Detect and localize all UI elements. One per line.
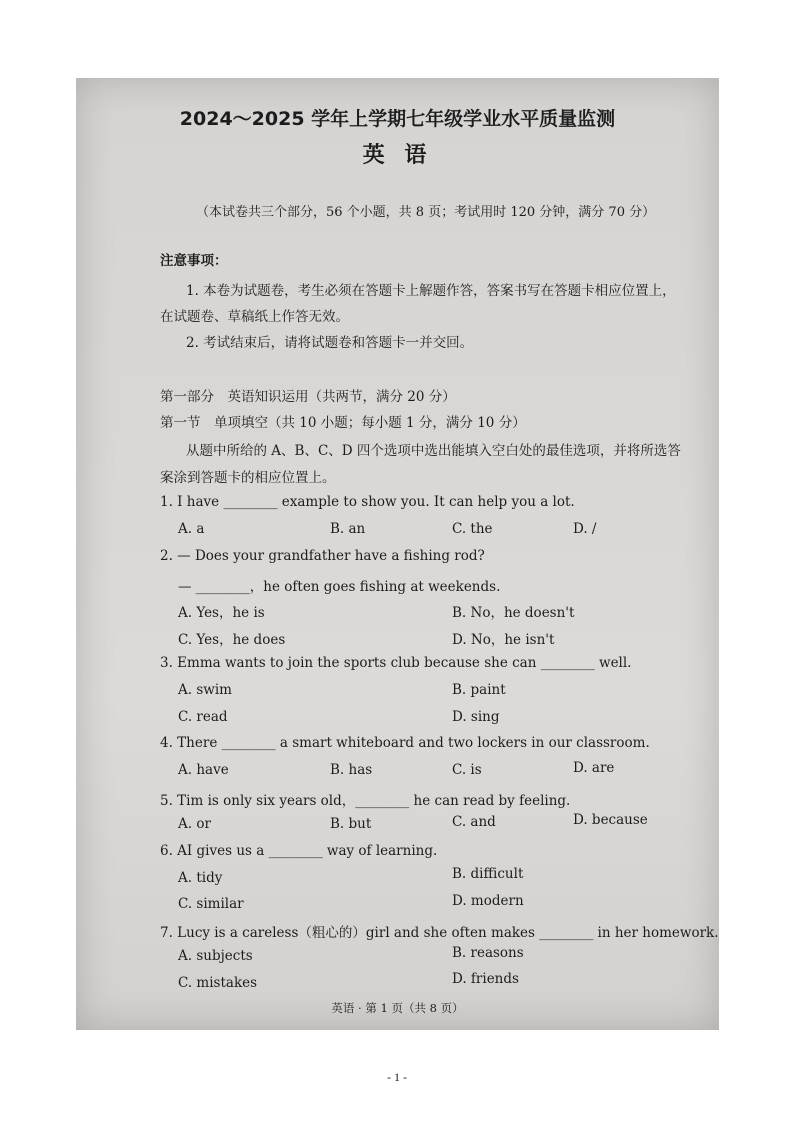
- question-stem: 2. — Does your grandfather have a fishing rod?: [160, 548, 485, 564]
- option: A. subjects: [178, 948, 253, 964]
- instruction: 从题中所给的 A、B、C、D 四个选项中选出能填入空白处的最佳选项，并将所选答: [186, 443, 681, 459]
- option: C. similar: [178, 896, 244, 912]
- option: A. or: [178, 816, 211, 832]
- notice-heading: 注意事项：: [160, 253, 228, 269]
- option: C. the: [452, 521, 493, 537]
- part-heading: 第一部分 英语知识运用（共两节，满分 20 分）: [160, 389, 456, 405]
- page-number: - 1 -: [387, 1070, 407, 1084]
- question-stem: 1. I have ________ example to show you. It can help you a lot.: [160, 494, 575, 510]
- option: D. /: [573, 521, 597, 537]
- option: B. No，he doesn't: [452, 605, 575, 621]
- option: A. tidy: [178, 870, 223, 886]
- option: B. an: [330, 521, 366, 537]
- question-stem: 7. Lucy is a careless（粗心的）girl and she often makes ________ in her homework.: [160, 925, 719, 941]
- exam-title: 2024～2025 学年上学期七年级学业水平质量监测: [179, 108, 616, 130]
- question-stem: 3. Emma wants to join the sports club because she can ________ well.: [160, 655, 632, 671]
- option: B. but: [330, 816, 372, 832]
- exam-page-photo: [76, 78, 719, 1030]
- subject-title: 英 语: [362, 143, 433, 168]
- notice-item-1-cont: 在试题卷、草稿纸上作答无效。: [160, 309, 349, 325]
- section-heading: 第一节 单项填空（共 10 小题；每小题 1 分，满分 10 分）: [160, 415, 526, 431]
- instruction-cont: 案涂到答题卡的相应位置上。: [160, 470, 336, 486]
- option: D. because: [573, 812, 648, 828]
- option: C. read: [178, 709, 228, 725]
- option: C. mistakes: [178, 975, 258, 991]
- option: D. sing: [452, 709, 500, 725]
- option: A. Yes，he is: [178, 605, 265, 621]
- option: A. swim: [178, 682, 232, 698]
- question-stem: 4. There ________ a smart whiteboard and two lockers in our classroom.: [160, 735, 650, 751]
- page-footer: 英语 · 第 1 页（共 8 页）: [331, 1001, 464, 1015]
- question-stem: 5. Tim is only six years old，________ he can read by feeling.: [160, 793, 571, 809]
- exam-info: （本试卷共三个部分，56 个小题，共 8 页；考试用时 120 分钟，满分 70 分）: [196, 205, 656, 220]
- option: B. paint: [452, 682, 506, 698]
- option: C. and: [452, 814, 496, 830]
- option: D. modern: [452, 893, 524, 909]
- notice-item-1: 1. 本卷为试题卷，考生必须在答题卡上解题作答，答案书写在答题卡相应位置上，: [186, 283, 676, 299]
- option: D. No，he isn't: [452, 632, 555, 648]
- option: A. a: [178, 521, 205, 537]
- option: B. difficult: [452, 866, 524, 882]
- question-stem: 6. AI gives us a ________ way of learning.: [160, 843, 438, 859]
- option: D. are: [573, 760, 615, 776]
- option: A. have: [178, 762, 229, 778]
- option: B. reasons: [452, 945, 524, 961]
- option: C. is: [452, 762, 482, 778]
- option: D. friends: [452, 971, 519, 987]
- option: C. Yes，he does: [178, 632, 286, 648]
- notice-item-2: 2. 考试结束后，请将试题卷和答题卡一并交回。: [186, 335, 474, 351]
- question-stem-cont: — ________，he often goes fishing at weekends.: [178, 579, 501, 595]
- option: B. has: [330, 762, 373, 778]
